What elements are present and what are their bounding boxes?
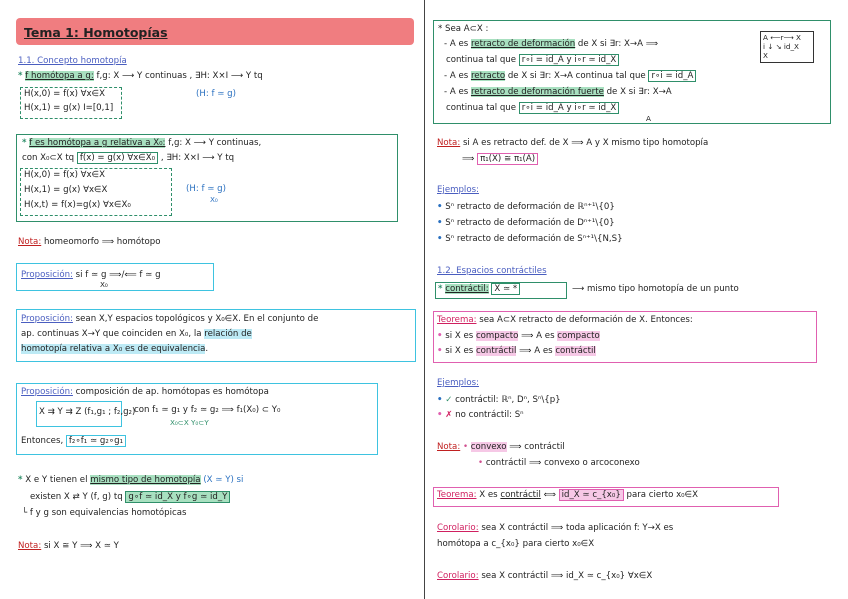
retract-def-line: [444, 71, 696, 82]
examples-label: Ejemplos:: [437, 378, 479, 388]
theorem-text: sea A⊂X retracto de deformación de X. Entonces:: [479, 315, 693, 325]
theorem-label: Teorema:: [437, 490, 477, 500]
composition-result: [21, 436, 126, 447]
definition-text: con X₀⊂X tq: [22, 153, 75, 163]
proposition-2-line: [21, 314, 318, 325]
note-contractible: [478, 458, 640, 469]
retract-def-line: [446, 55, 619, 66]
homotopy-note-subscript: X₀: [210, 195, 218, 204]
proposition-text: ap. continuas X→Y que coinciden en X₀, la: [21, 329, 202, 339]
retract-diagram-bottom: X: [763, 51, 768, 60]
corollary-label: Corolario:: [437, 523, 479, 533]
theorem-text: si X es: [445, 346, 474, 356]
example-text: Sⁿ retracto de deformación de ℝⁿ⁺¹\{0}: [445, 202, 615, 212]
example-text: Sⁿ retracto de deformación de Dⁿ⁺¹\{0}: [445, 218, 615, 228]
corollary-text: sea X contráctil ⟹ id_X ≃ c_{x₀} ∀x∈X: [481, 571, 653, 581]
proposition-highlight: homotopía relativa a X₀ es de equivalencia: [21, 344, 206, 354]
boxed-condition: r∘i = id_A: [648, 70, 696, 82]
condition-line: H(x,1) = g(x) ∀x∈X: [24, 185, 108, 195]
proposition-label: Proposición:: [21, 387, 73, 397]
note-text: si A es retracto def. de X ⟹ A y X mismo tipo homotopía: [462, 138, 709, 148]
theorem-text: X es: [479, 490, 498, 500]
theorem-highlight: compacto: [475, 331, 519, 341]
example-item: [437, 202, 615, 213]
definition-text: f,g: X ⟶ Y continuas , ∃H: X×I ⟶ Y tq: [96, 71, 263, 81]
corollary-2: [437, 571, 652, 582]
note-text: contráctil: [485, 458, 527, 468]
example-text: contráctil:: [455, 395, 499, 405]
result-box: f₂∘f₁ ≃ g₂∘g₁: [66, 435, 126, 447]
retract-def-line: [446, 103, 619, 114]
examples-label: Ejemplos:: [437, 185, 479, 195]
theorem-highlight: contráctil: [475, 346, 517, 356]
theorem-item: [437, 331, 600, 342]
proposition-label: Proposición:: [21, 314, 73, 324]
theorem-text: para cierto x₀∈X: [626, 490, 698, 500]
corollary-1-line: [437, 523, 673, 534]
homotopy-equivalence-note: └ f y g son equivalencias homotópicas: [22, 508, 187, 518]
example-text: ℝⁿ, Dⁿ, Sⁿ\{p}: [501, 395, 561, 405]
retract-text: - A es: [444, 39, 469, 49]
star-bullet: *: [22, 138, 27, 148]
definition-term: f homótopa a g:: [25, 71, 94, 81]
fundamental-group-box: π₁(X) ≅ π₁(A): [477, 153, 538, 165]
retract-term: retracto de deformación: [470, 39, 576, 49]
theorem-label: Teorema:: [437, 315, 477, 325]
boxed-condition: r∘i = id_A y i∘r ≃ id_X: [519, 54, 620, 66]
note-label: Nota:: [437, 442, 461, 452]
definition-text: X e Y tienen el: [25, 475, 88, 485]
proposition-text: si f ≃ g ⟹/⟸ f ≃ g: [75, 270, 161, 280]
note-text: ⟹ convexo o arcoconexo: [529, 458, 640, 468]
definition-text: existen X ⇄ Y (f, g) tq: [30, 492, 123, 502]
definition-note: (X ≃ Y) si: [203, 475, 244, 485]
retract-text: de X si ∃r: X→A: [606, 87, 672, 97]
composition-condition: con f₁ ≃ g₁ y f₂ ≃ g₂ ⟹ f₁(X₀) ⊂ Y₀: [134, 405, 281, 415]
condition-line: H(x,t) = f(x)=g(x) ∀x∈X₀: [24, 200, 131, 210]
note-text: ⟹: [462, 154, 475, 164]
proposition-text: sean X,Y espacios topológicos y X₀∈X. En el conjunto de: [75, 314, 319, 324]
bullet-dot-icon: •: [437, 234, 443, 244]
proposition-text: composición de ap. homótopas es homótopa: [75, 387, 269, 397]
page-title: Tema 1: Homotopías: [24, 25, 168, 40]
theorem-1: [437, 315, 693, 326]
theorem-term: contráctil: [500, 490, 541, 500]
proposition-text: .: [205, 344, 209, 354]
contractible-formula: X ≃ *: [491, 283, 520, 295]
theorem-highlight: contráctil: [555, 346, 596, 356]
example-item: [437, 410, 524, 421]
retract-diagram-top: A ⟵r⟶ X: [763, 33, 801, 42]
retract-intro: * Sea A⊂X :: [438, 24, 489, 34]
bullet-dot-icon: •: [437, 202, 443, 212]
star-bullet: *: [18, 71, 23, 81]
proposition-2-line: [21, 329, 252, 340]
theorem-formula: id_X ≃ c_{x₀}: [559, 489, 624, 501]
boxed-condition: f(x) = g(x) ∀x∈X₀: [77, 152, 158, 164]
proposition-3-line: [21, 387, 269, 398]
retract-text: de X si ∃r: X→A ⟹: [577, 39, 659, 49]
bullet-dot-icon: •: [462, 442, 469, 452]
composition-subscripts: X₀⊂X Y₀⊂Y: [170, 418, 209, 427]
bullet-dot-icon: •: [437, 346, 443, 356]
proposition-label: Proposición:: [21, 270, 73, 280]
cross-icon: ✗: [445, 410, 453, 420]
retract-def-line: [444, 39, 658, 50]
note-convex: [437, 442, 565, 453]
definition-homotopic: [18, 71, 263, 82]
check-icon: ✓: [445, 395, 453, 405]
definition-relative: [22, 138, 261, 149]
retract-text: continua tal que: [446, 55, 517, 65]
note-label: Nota:: [18, 541, 42, 551]
example-text: no contráctil:: [455, 410, 512, 420]
theorem-text: ⟹ A es: [521, 331, 555, 341]
retract-term: retracto: [470, 71, 506, 81]
definition-term: f es homótopa a g relativa a X₀:: [29, 138, 166, 148]
example-item: [437, 234, 623, 245]
proposition-1: [21, 270, 161, 281]
proposition-2-line: [21, 344, 208, 355]
star-bullet: *: [438, 284, 443, 294]
retract-text: de X si ∃r: X→A continua tal que: [507, 71, 646, 81]
composition-diagram: X ⇉ Y ⇉ Z (f₁,g₁ ; f₂,g₂): [39, 407, 136, 417]
theorem-2: [437, 490, 698, 501]
homotopy-type-definition: [18, 475, 243, 486]
boxed-condition: g∘f ≃ id_X y f∘g ≃ id_Y: [125, 491, 230, 503]
theorem-item: [437, 346, 596, 357]
note-text: homeomorfo ⟹ homótopo: [43, 237, 161, 247]
homotopy-type-line: [30, 492, 230, 503]
proposition-subscript: X₀: [100, 280, 108, 289]
retract-text: - A es: [444, 71, 469, 81]
boxed-condition: r∘i = id_A y i∘r ≃ id_X: [519, 102, 620, 114]
note-highlight: convexo: [470, 442, 507, 452]
star-bullet: *: [18, 475, 23, 485]
result-lead: Entonces,: [21, 436, 64, 446]
condition-line: H(x,1) = g(x) I=[0,1]: [24, 103, 114, 113]
contractible-explanation: ⟶ mismo tipo homotopía de un punto: [572, 284, 739, 294]
definition-term: mismo tipo de homotopía: [90, 475, 201, 485]
proposition-highlight: relación de: [204, 329, 252, 339]
retract-text: continua tal que: [446, 103, 517, 113]
example-item: [437, 395, 561, 406]
boxed-condition-subscript: A: [646, 114, 651, 123]
theorem-text: ⟺: [543, 490, 556, 500]
note-label: Nota:: [18, 237, 42, 247]
page-divider: [424, 0, 425, 599]
homotopy-note: (H: f ≃ g): [186, 184, 226, 194]
example-text: Sⁿ: [514, 410, 524, 420]
theorem-text: ⟹ A es: [519, 346, 553, 356]
retract-text: - A es: [444, 87, 469, 97]
note-retract-consequence: [462, 154, 538, 165]
example-item: [437, 218, 615, 229]
example-text: Sⁿ retracto de deformación de Sⁿ⁺¹\{N,S}: [445, 234, 623, 244]
bullet-dot-icon: •: [437, 410, 443, 420]
corollary-1-line: homótopa a c_{x₀} para cierto x₀∈X: [437, 539, 595, 549]
note-text: si X ≅ Y ⟹ X ≃ Y: [43, 541, 119, 551]
bullet-dot-icon: •: [437, 218, 443, 228]
note-label: Nota:: [437, 138, 461, 148]
retract-diagram-middle: i ↓ ↘ id_X: [763, 42, 799, 51]
corollary-label: Corolario:: [437, 571, 479, 581]
note-retract-homotopy: [437, 138, 708, 149]
bullet-dot-icon: •: [437, 395, 443, 405]
homotopy-note: (H: f ≃ g): [196, 89, 236, 99]
contractible-term: contráctil:: [445, 284, 489, 294]
definition-text: f,g: X ⟶ Y continuas,: [168, 138, 262, 148]
definition-relative-line: [22, 153, 234, 164]
bullet-dot-icon: •: [478, 458, 484, 468]
theorem-highlight: compacto: [557, 331, 600, 341]
condition-line: H(x,0) = f(x) ∀x∈X: [24, 170, 106, 180]
condition-line: H(x,0) = f(x) ∀x∈X: [24, 89, 106, 99]
section-heading-1-1: 1.1. Concepto homotopía: [18, 56, 127, 66]
note-homeomorphic: [18, 237, 160, 248]
definition-text: , ∃H: X×I ⟶ Y tq: [160, 153, 235, 163]
bullet-dot-icon: •: [437, 331, 443, 341]
corollary-text: sea X contráctil ⟹ toda aplicación f: Y→X es: [481, 523, 674, 533]
theorem-text: si X es: [445, 331, 474, 341]
retract-def-line: [444, 87, 672, 98]
note-homeomorphic-homotopic: [18, 541, 119, 552]
section-heading-1-2: 1.2. Espacios contráctiles: [437, 266, 547, 276]
retract-term: retracto de deformación fuerte: [470, 87, 604, 97]
contractible-definition: [438, 284, 520, 295]
note-text: ⟹ contráctil: [509, 442, 565, 452]
